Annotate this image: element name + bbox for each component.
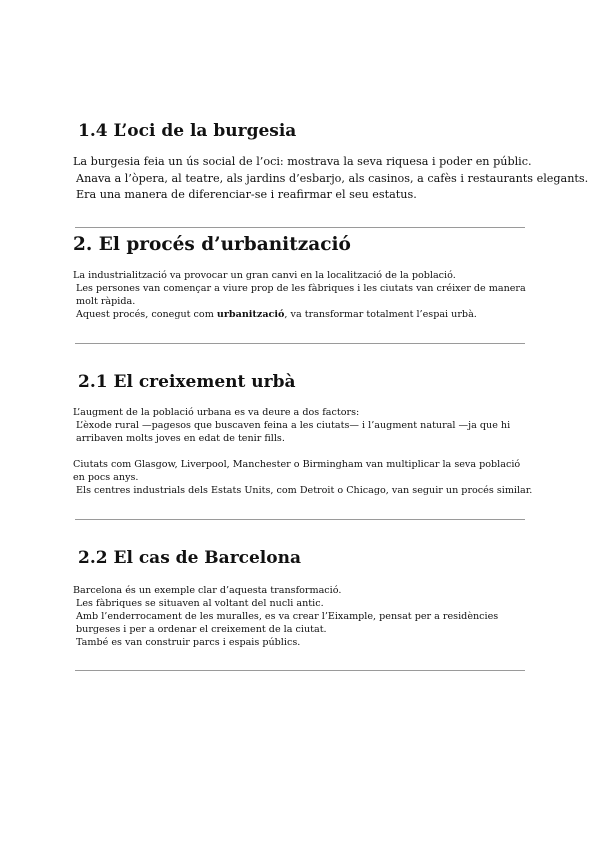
text-line: Les fàbriques se situaven al voltant del nucli antic. [76, 598, 324, 609]
text-before-term: Aquest procés, conegut com [76, 309, 217, 320]
text-line: Els centres industrials dels Estats Units, com Detroit o Chicago, van seguir un procés similar. [76, 485, 533, 496]
section-divider [75, 670, 525, 671]
text-line: També es van construir parcs i espais públics. [76, 637, 301, 648]
text-line: Anava a l’òpera, al teatre, als jardins d’esbarjo, als casinos, a cafès i restaurants elegants. [76, 171, 589, 185]
paragraph-creixement-urba [73, 406, 533, 497]
section-title-creixement-urba: 2.1 El creixement urbà [78, 372, 296, 392]
paragraph-proces-urbanitzacio [73, 269, 528, 321]
text-line: L’èxode rural —pagesos que buscaven feina a les ciutats— i l’augment natural —ja que hi arribaven molts joves en edat de tenir fills. [76, 420, 511, 444]
section-divider [75, 343, 525, 344]
text-line: Barcelona és un exemple clar d’aquesta transformació. [73, 585, 342, 596]
key-term-urbanitzacio: urbanització [216, 309, 285, 320]
section-divider [75, 227, 525, 228]
section-title-oci-burgesia: 1.4 L’oci de la burgesia [78, 121, 297, 141]
text-line: Les persones van començar a viure prop de les fàbriques i les ciutats van créixer de manera molt ràpida. [76, 283, 526, 307]
text-after-term: , va transformar totalment l’espai urbà. [284, 309, 477, 320]
section-title-cas-barcelona: 2.2 El cas de Barcelona [78, 548, 301, 568]
text-line: Era una manera de diferenciar-se i reafirmar el seu estatus. [76, 188, 417, 201]
text-line: L’augment de la població urbana es va deure a dos factors: [73, 407, 360, 418]
section-title-proces-urbanitzacio: 2. El procés d’urbanització [73, 234, 351, 255]
text-line [73, 308, 528, 321]
section-divider [75, 519, 525, 520]
text-line: Ciutats com Glasgow, Liverpool, Manchester o Birmingham van multiplicar la seva població en pocs anys. [73, 459, 521, 483]
text-line: La burgesia feia un ús social de l’oci: mostrava la seva riquesa i poder en públic. [73, 155, 532, 168]
paragraph-cas-barcelona [73, 584, 528, 649]
paragraph-oci-burgesia [73, 154, 589, 204]
text-line: Amb l’enderrocament de les muralles, es va crear l’Eixample, pensat per a residències burgeses i per a ordenar el creixement de la ciutat. [76, 611, 499, 635]
text-line: La industrialització va provocar un gran canvi en la localització de la població. [73, 270, 456, 281]
